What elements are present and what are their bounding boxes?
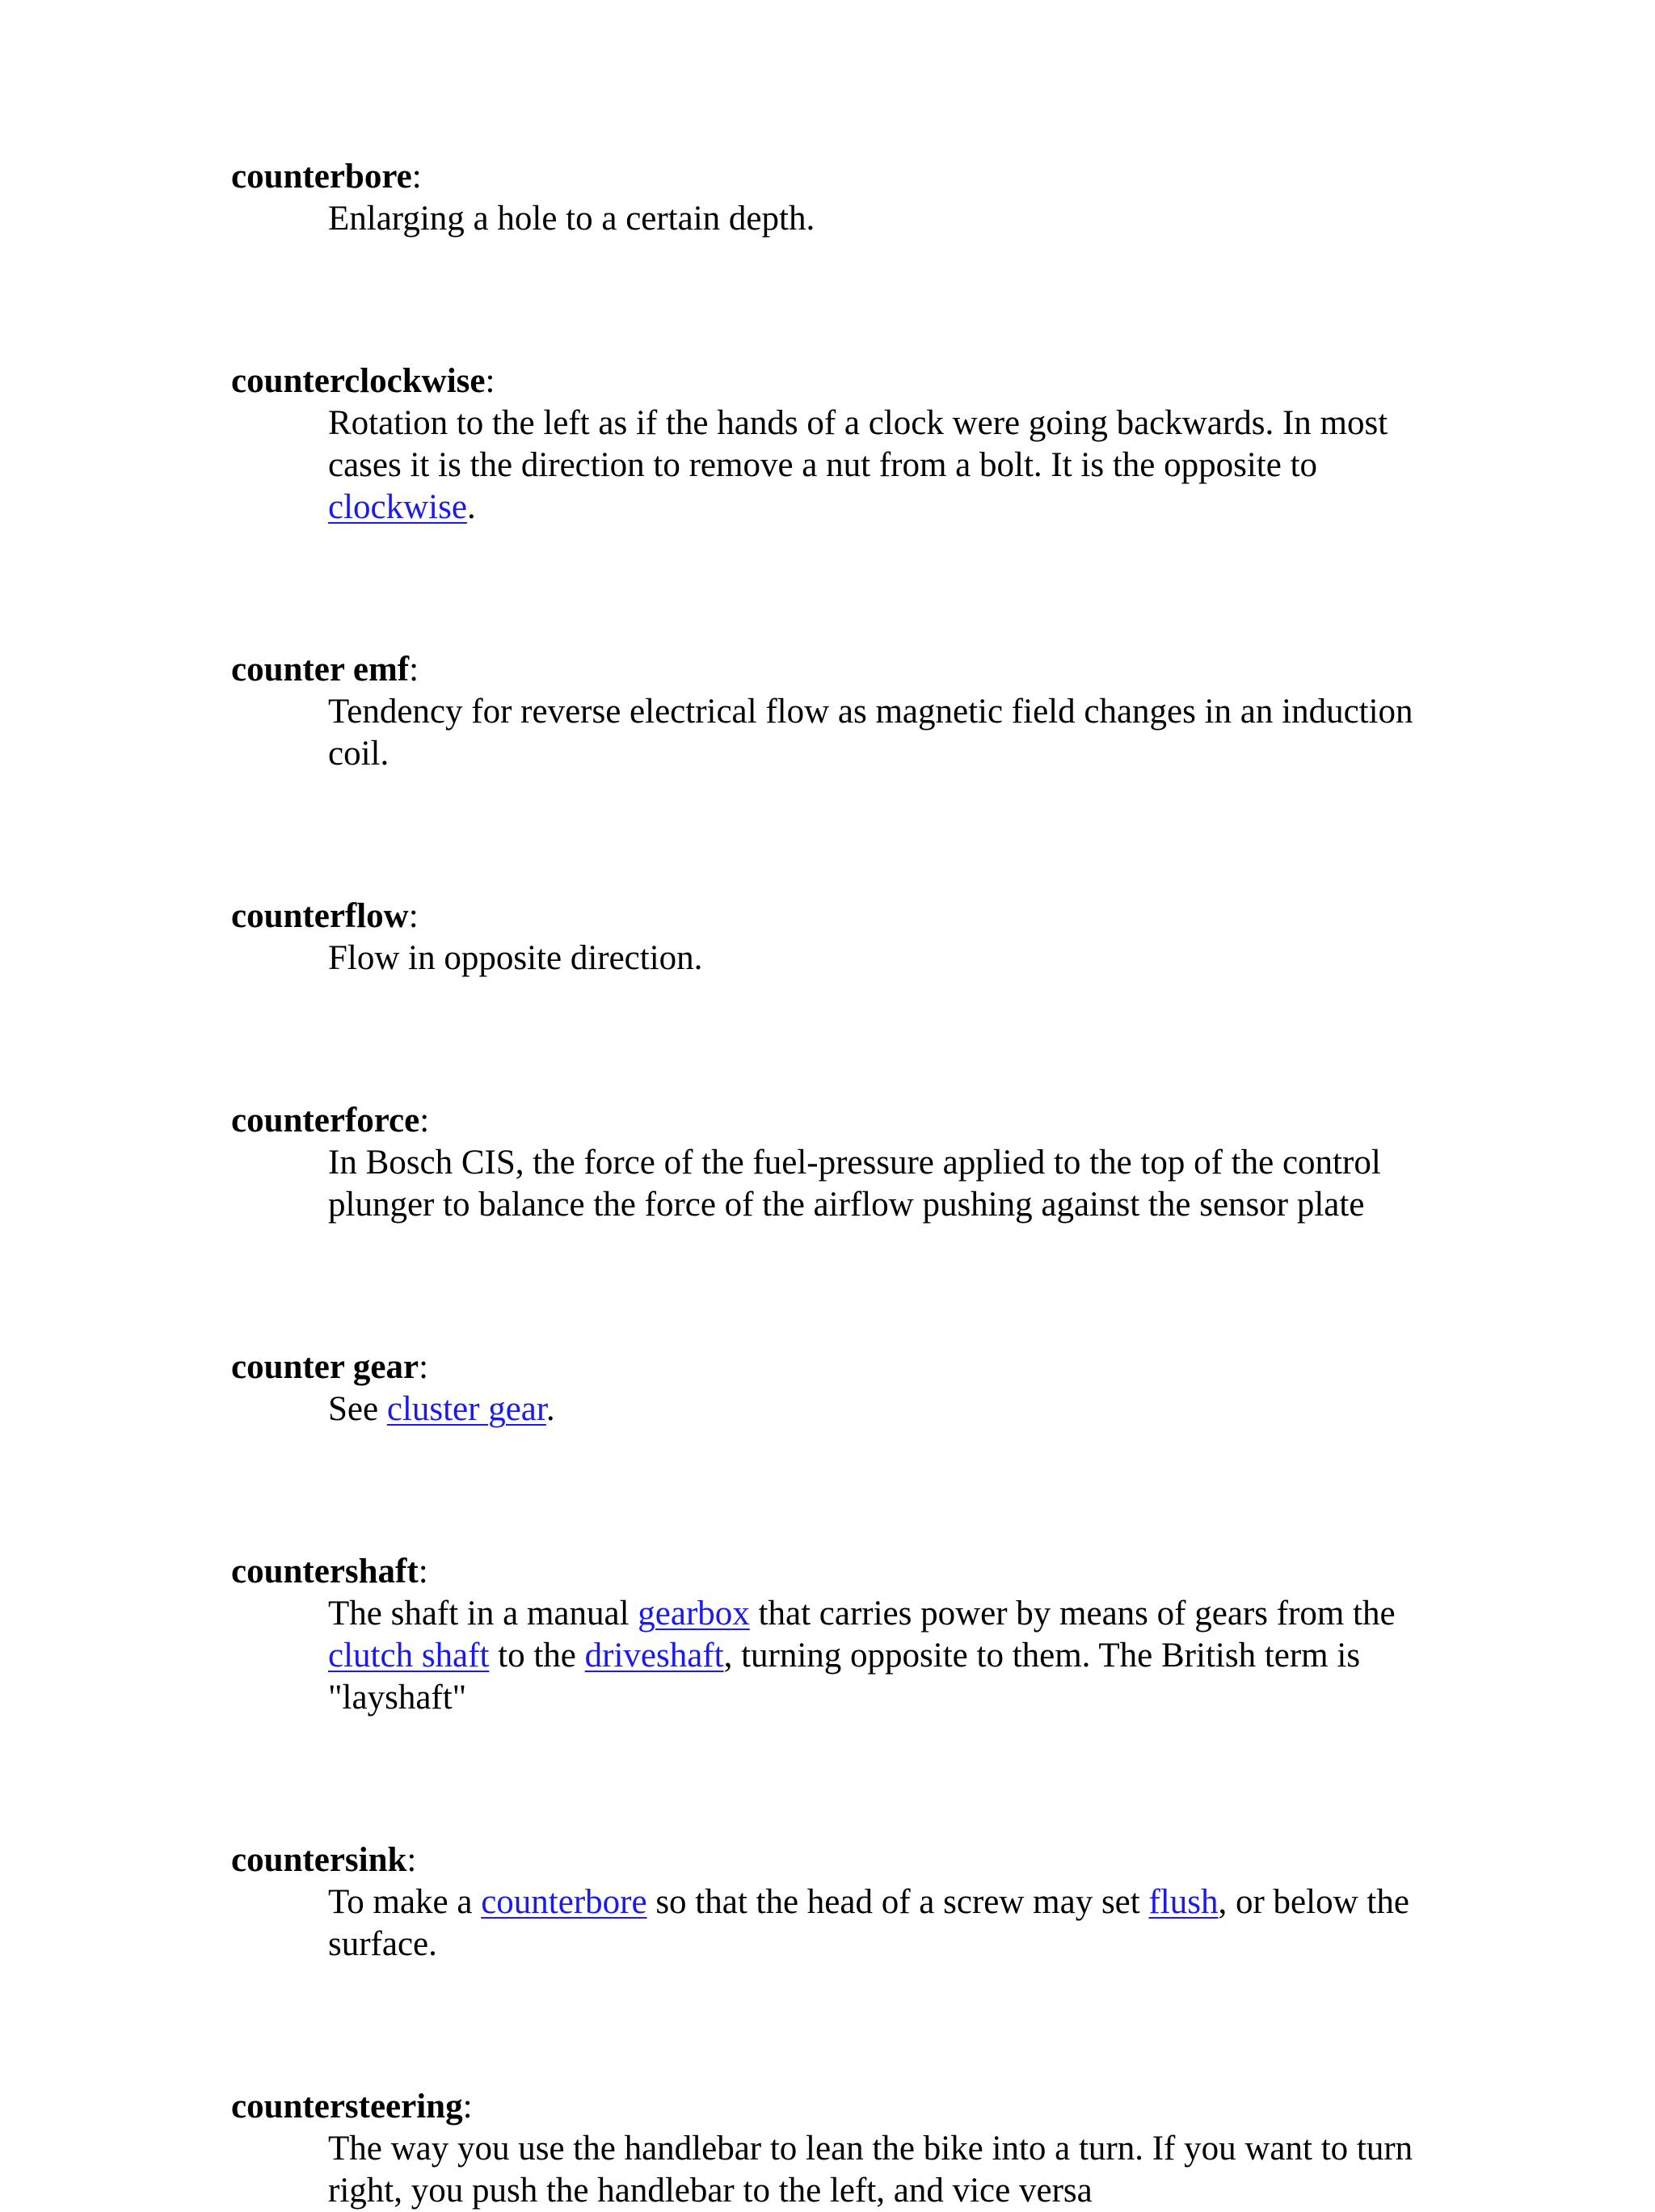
definition-text: The way you use the handlebar to lean the bike into a turn. If you want to turn right, you push the handlebar to the left, and vice versa <box>328 2130 1413 2210</box>
glossary-term <box>231 156 1413 198</box>
term-label: counterbore <box>231 158 412 196</box>
glossary-definition <box>328 1388 1427 1430</box>
term-separator: : <box>462 2088 473 2126</box>
term-label: counter gear <box>231 1348 419 1386</box>
cross-reference-link[interactable]: counterbore <box>481 1883 647 1921</box>
glossary-term <box>231 360 1413 402</box>
term-label: counterclockwise <box>231 362 486 400</box>
term-separator: : <box>406 1841 417 1879</box>
definition-text: Enlarging a hole to a certain depth. <box>328 200 815 238</box>
glossary-entry <box>231 2086 1413 2212</box>
definition-text: , turning opposite to them. The British term is "layshaft" <box>328 1637 1361 1717</box>
glossary-entry <box>231 1100 1413 1226</box>
term-label: counter emf <box>231 651 410 689</box>
term-separator: : <box>408 897 419 935</box>
term-label: countershaft <box>231 1553 419 1591</box>
glossary-definition <box>328 2128 1427 2212</box>
definition-text: Rotation to the left as if the hands of a clock were going backwards. In most cases it is the direction to remove a nut from a bolt. It is the opposite to <box>328 404 1388 484</box>
cross-reference-link[interactable]: cluster gear <box>386 1390 546 1428</box>
glossary-entry <box>231 1346 1413 1430</box>
term-separator: : <box>409 651 419 689</box>
glossary-term <box>231 1100 1413 1142</box>
cross-reference-link[interactable]: driveshaft <box>584 1637 724 1675</box>
term-label: counterforce <box>231 1102 420 1140</box>
term-label: countersink <box>231 1841 407 1879</box>
definition-text: To make a <box>328 1883 482 1921</box>
term-separator: : <box>419 1102 430 1140</box>
glossary-entry <box>231 1551 1413 1719</box>
glossary-definition <box>328 1142 1427 1226</box>
glossary-definition <box>328 402 1427 529</box>
term-separator: : <box>411 158 422 196</box>
glossary-term <box>231 649 1413 691</box>
definition-text: so that the head of a screw may set <box>646 1883 1149 1921</box>
definition-text: . <box>466 488 476 526</box>
term-separator: : <box>485 362 495 400</box>
definition-text: Tendency for reverse electrical flow as magnetic field changes in an induction coil. <box>328 693 1413 773</box>
definition-text: , or below the surface. <box>328 1883 1409 1963</box>
glossary-definition <box>328 937 1427 980</box>
glossary-entry <box>231 649 1413 775</box>
glossary-definition <box>328 198 1427 240</box>
definition-text: See <box>328 1390 387 1428</box>
glossary-entry <box>231 895 1413 980</box>
cross-reference-link[interactable]: clutch shaft <box>328 1637 490 1675</box>
glossary-entry <box>231 360 1413 529</box>
glossary-definition <box>328 691 1427 775</box>
term-label: counterflow <box>231 897 409 935</box>
glossary-entry <box>231 156 1413 240</box>
cross-reference-link[interactable]: gearbox <box>638 1595 750 1633</box>
glossary-entry <box>231 1839 1413 1966</box>
cross-reference-link[interactable]: clockwise <box>328 488 467 526</box>
definition-text: to the <box>489 1637 585 1675</box>
term-label: countersteering <box>231 2088 463 2126</box>
term-separator: : <box>418 1553 428 1591</box>
term-separator: : <box>419 1348 429 1386</box>
definition-text: Flow in opposite direction. <box>328 939 703 977</box>
glossary-definition <box>328 1881 1427 1966</box>
definition-text: that carries power by means of gears from the <box>749 1595 1396 1633</box>
glossary-term <box>231 1346 1413 1388</box>
glossary-term <box>231 895 1413 937</box>
glossary-term <box>231 1551 1413 1593</box>
glossary-entry-list <box>231 156 1413 2212</box>
definition-text: The shaft in a manual <box>328 1595 638 1633</box>
definition-text: . <box>545 1390 555 1428</box>
glossary-term <box>231 2086 1413 2128</box>
definition-text: In Bosch CIS, the force of the fuel-pressure applied to the top of the control plunger to balance the force of the airflow pushing against the sensor plate <box>328 1144 1381 1224</box>
glossary-term <box>231 1839 1413 1881</box>
glossary-definition <box>328 1593 1427 1719</box>
cross-reference-link[interactable]: flush <box>1148 1883 1219 1921</box>
